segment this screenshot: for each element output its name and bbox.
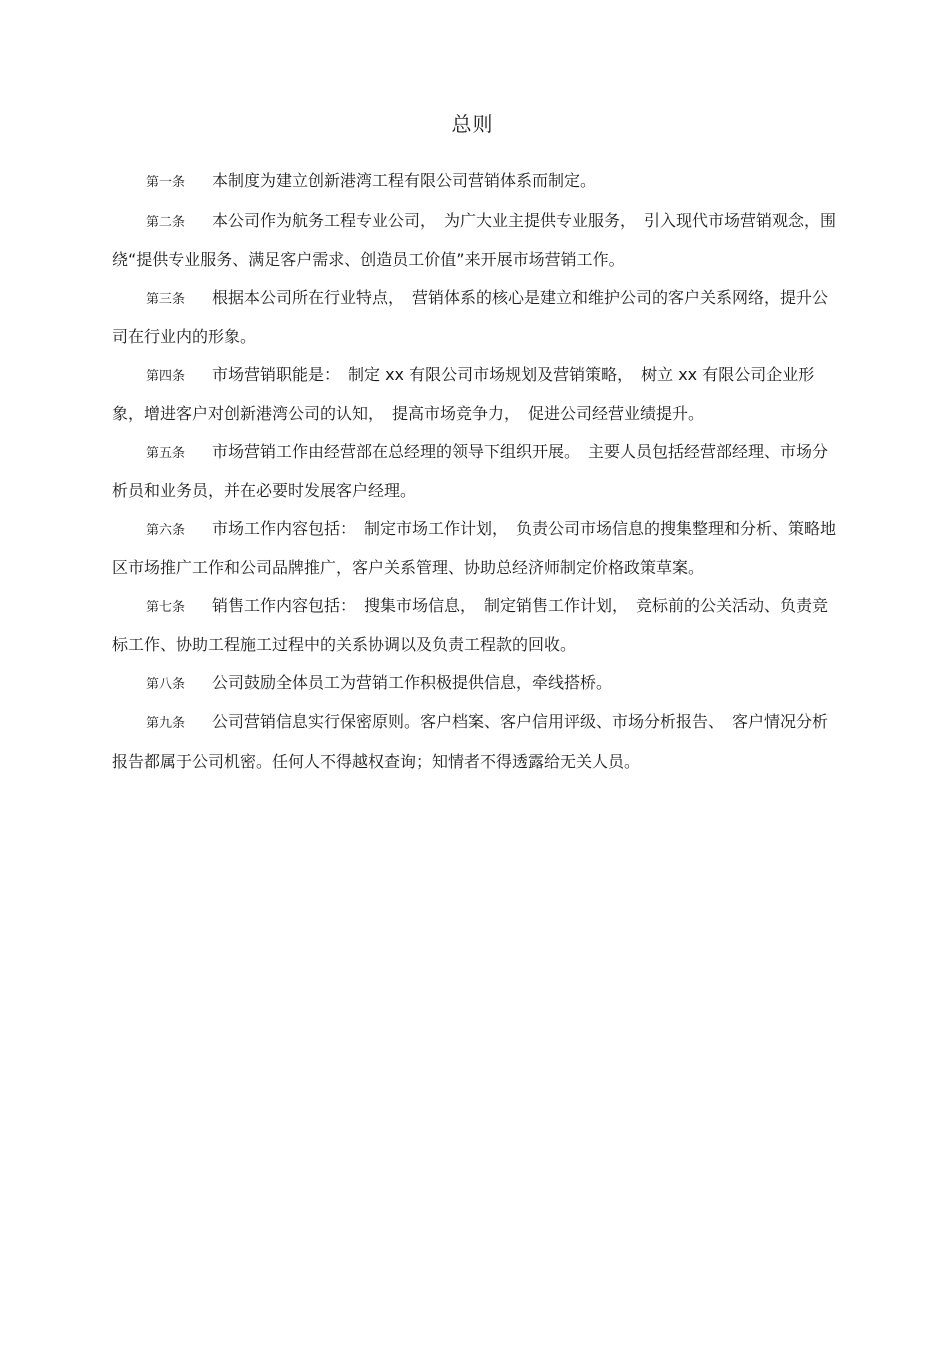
article-3 — [112, 279, 842, 356]
article-9 — [112, 703, 842, 780]
article-text: 本公司作为航务工程专业公司， 为广大业主提供专业服务， 引入现代市场营销观念，围绕“提供专业服务、满足客户需求、创造员工价值”来开展市场营销工作。 — [112, 210, 837, 269]
article-text: 本制度为建立创新港湾工程有限公司营销体系而制定。 — [212, 171, 597, 190]
article-1 — [112, 162, 842, 202]
article-4 — [112, 356, 842, 433]
article-text: 公司营销信息实行保密原则。客户档案、客户信用评级、市场分析报告、 客户情况分析报告都属于公司机密。任何人不得越权查询；知情者不得透露给无关人员。 — [112, 712, 829, 771]
article-text: 公司鼓励全体员工为营销工作积极提供信息，牵线搭桥。 — [212, 672, 613, 692]
article-number: 第四条 — [146, 368, 186, 384]
article-number: 第五条 — [146, 445, 186, 461]
article-text: 销售工作内容包括： 搜集市场信息， 制定销售工作计划， 竞标前的公关活动、负责竞标工作、协助工程施工过程中的关系协调以及负责工程款的回收。 — [112, 595, 829, 654]
article-number: 第六条 — [146, 522, 186, 538]
article-text: 市场营销职能是： 制定 xx 有限公司市场规划及营销策略， 树立 xx 有限公司企业形象，增进客户对创新港湾公司的认知， 提高市场竞争力， 促进公司经营业绩提升。 — [112, 364, 815, 423]
page-title: 总则 — [451, 112, 494, 136]
article-number: 第七条 — [146, 599, 186, 615]
article-6 — [112, 510, 842, 587]
articles-list — [112, 162, 842, 780]
article-number: 第三条 — [146, 291, 186, 307]
article-number: 第九条 — [146, 716, 186, 731]
article-7 — [112, 587, 842, 664]
article-8 — [112, 664, 842, 704]
article-text: 根据本公司所在行业特点， 营销体系的核心是建立和维护公司的客户关系网络，提升公司在行业内的形象。 — [112, 287, 829, 346]
article-number: 第八条 — [146, 676, 186, 692]
article-number: 第一条 — [146, 175, 186, 190]
article-text: 市场工作内容包括： 制定市场工作计划， 负责公司市场信息的搜集整理和分析、策略地区市场推广工作和公司品牌推广，客户关系管理、协助总经济师制定价格政策草案。 — [112, 518, 837, 577]
article-number: 第二条 — [146, 214, 186, 230]
article-2 — [112, 202, 842, 279]
article-text: 市场营销工作由经营部在总经理的领导下组织开展。 主要人员包括经营部经理、市场分析员和业务员，并在必要时发展客户经理。 — [112, 441, 829, 500]
article-5 — [112, 433, 842, 510]
